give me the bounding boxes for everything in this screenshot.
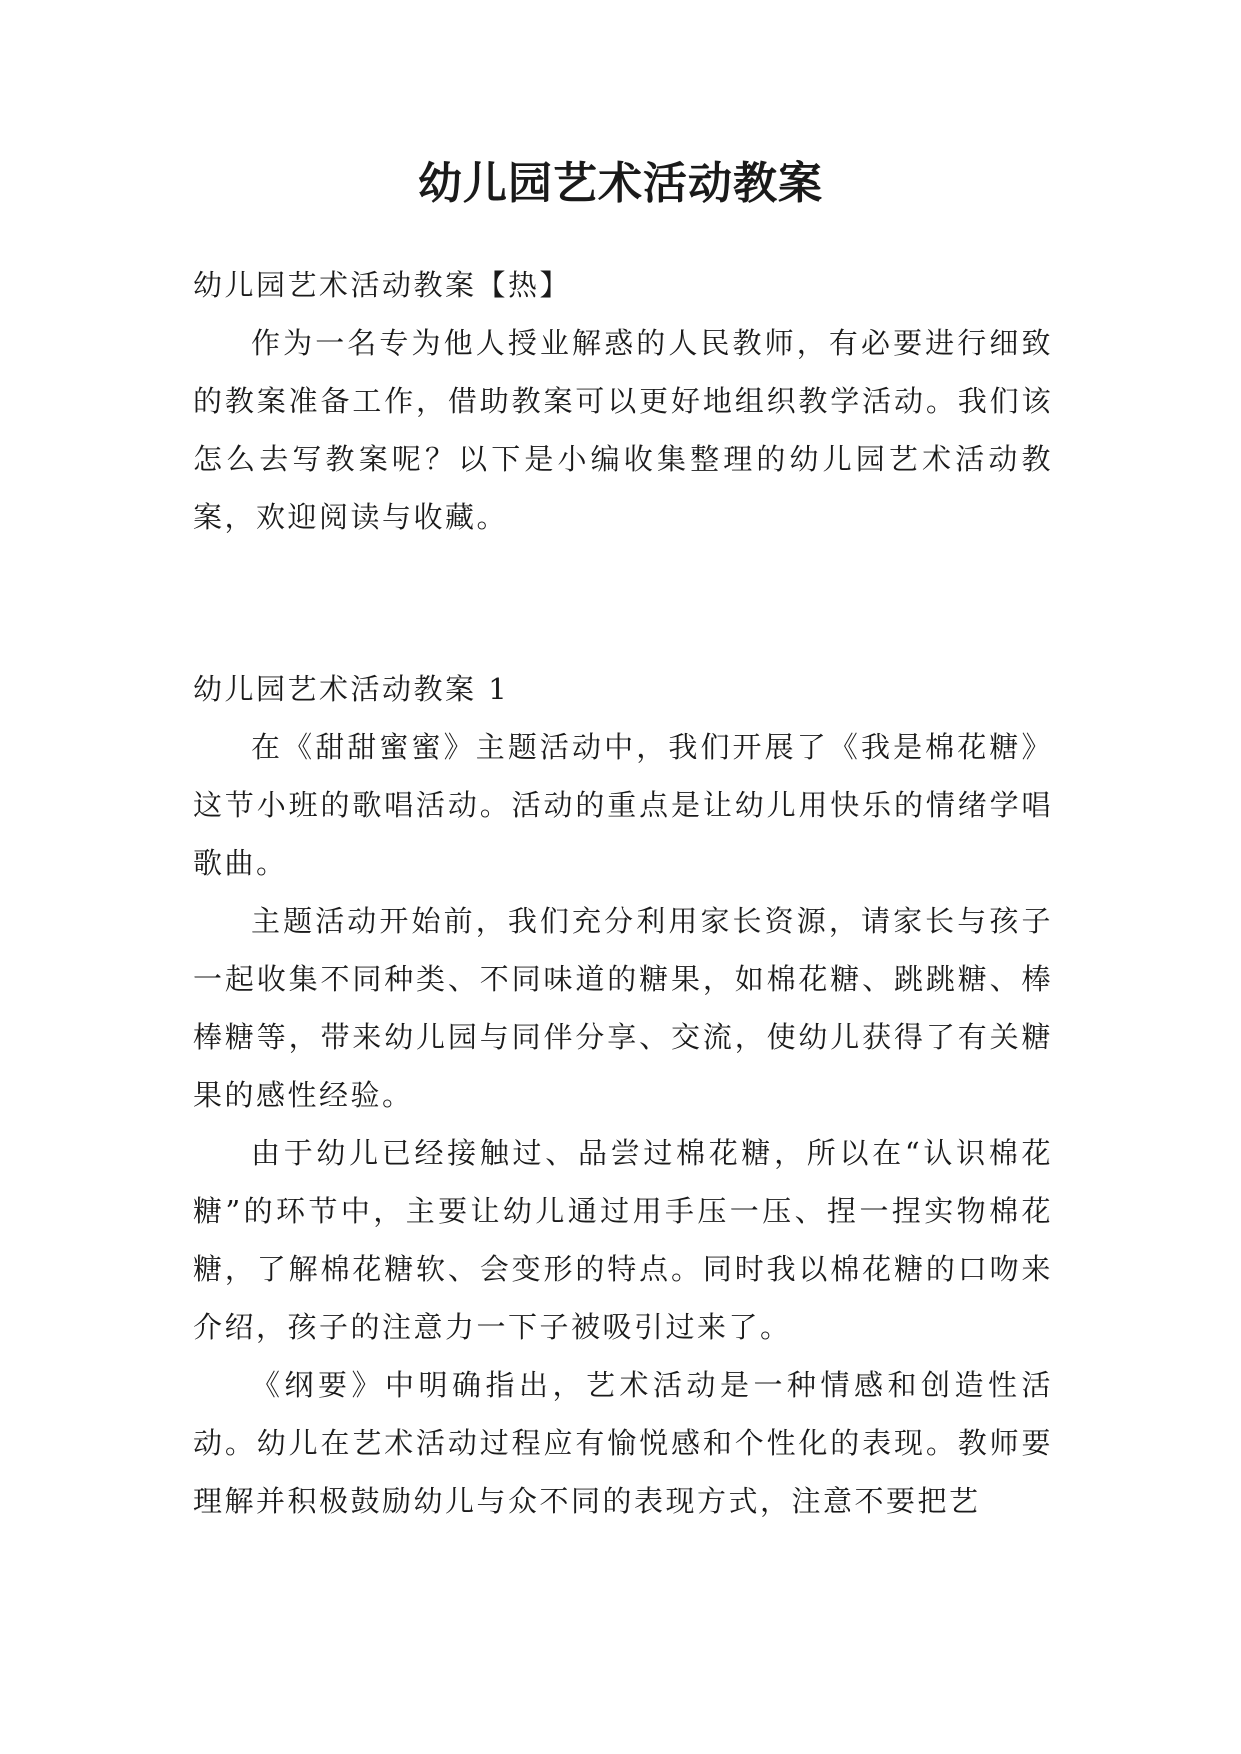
intro-paragraph: 作为一名专为他人授业解惑的人民教师，有必要进行细致的教案准备工作，借助教案可以更好地组织教学活动。我们该怎么去写教案呢？以下是小编收集整理的幼儿园艺术活动教案，欢迎阅读与收藏。	[193, 326, 1053, 534]
section-1-paragraph-2: 主题活动开始前，我们充分利用家长资源，请家长与孩子一起收集不同种类、不同味道的糖果，如棉花糖、跳跳糖、棒棒糖等，带来幼儿园与同伴分享、交流，使幼儿获得了有关糖果的感性经验。	[193, 904, 1053, 1112]
section-1-heading: 幼儿园艺术活动教案 1	[193, 672, 510, 706]
document-body	[193, 256, 1053, 1530]
document-title: 幼儿园艺术活动教案	[418, 158, 823, 209]
section-spacer	[193, 546, 1053, 660]
section-1-paragraph-1: 在《甜甜蜜蜜》主题活动中，我们开展了《我是棉花糖》这节小班的歌唱活动。活动的重点是让幼儿用快乐的情绪学唱歌曲。	[193, 730, 1053, 880]
section-1-paragraph-3: 由于幼儿已经接触过、品尝过棉花糖，所以在“认识棉花糖”的环节中，主要让幼儿通过用手压一压、捏一捏实物棉花糖，了解棉花糖软、会变形的特点。同时我以棉花糖的口吻来介绍，孩子的注意力一下子被吸引过来了。	[193, 1136, 1053, 1344]
section-1-paragraph-4: 《纲要》中明确指出，艺术活动是一种情感和创造性活动。幼儿在艺术活动过程应有愉悦感和个性化的表现。教师要理解并积极鼓励幼儿与众不同的表现方式，注意不要把艺	[193, 1368, 1053, 1518]
intro-heading: 幼儿园艺术活动教案【热】	[193, 268, 572, 302]
